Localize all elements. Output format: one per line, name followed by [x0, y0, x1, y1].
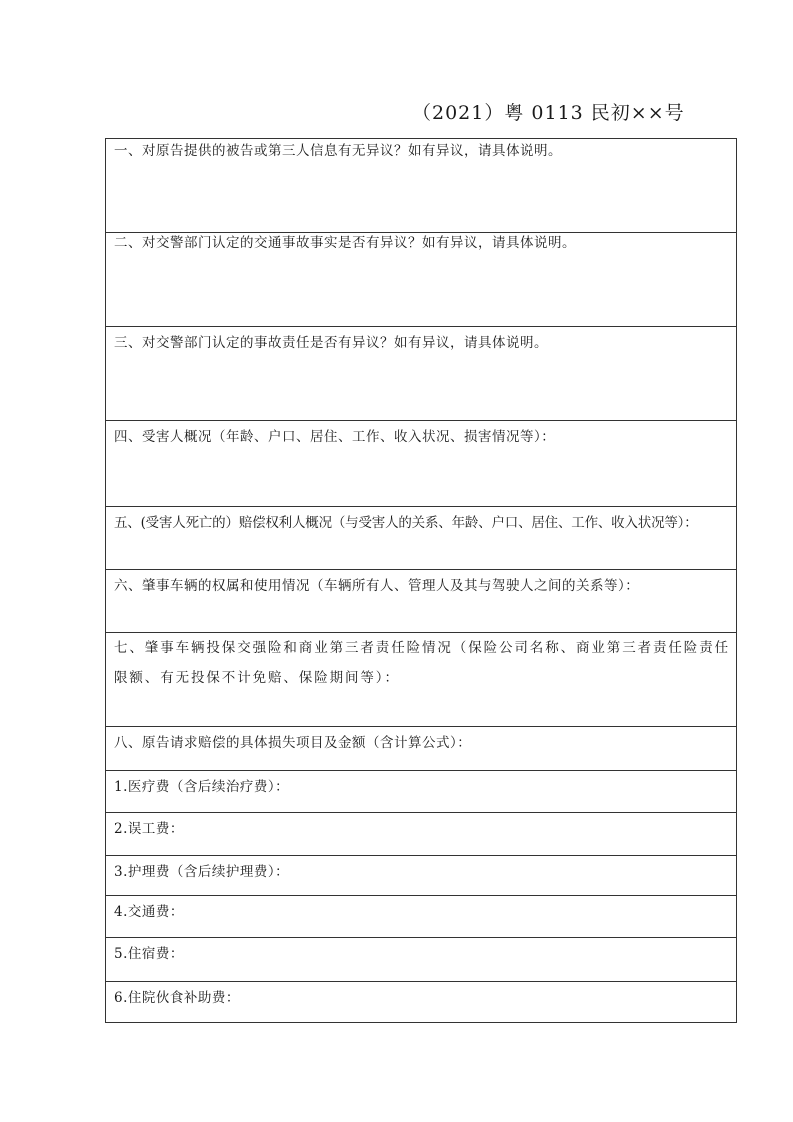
form-row-victim-overview[interactable] — [106, 421, 736, 507]
row-label: 4.交通费： — [114, 904, 184, 920]
row-label: 七、肇事车辆投保交强险和商业第三者责任险情况（保险公司名称、商业第三者责任险责任限额、有无投保不计免赔、保险期间等）： — [114, 640, 730, 686]
row-label: 一、对原告提供的被告或第三人信息有无异议？如有异议，请具体说明。 — [114, 143, 562, 159]
row-label: 八、原告请求赔偿的具体损失项目及金额（含计算公式）： — [114, 735, 472, 751]
form-row-claimant-overview[interactable] — [106, 507, 736, 570]
form-row-medical-fee[interactable] — [106, 771, 736, 813]
form-row-objection-party-info[interactable] — [106, 139, 736, 233]
row-label: 六、肇事车辆的权属和使用情况（车辆所有人、管理人及其与驾驶人之间的关系等）： — [114, 578, 640, 594]
row-label: 3.护理费（含后续护理费）： — [114, 864, 290, 880]
form-row-objection-liability[interactable] — [106, 327, 736, 421]
form-row-nursing-fee[interactable] — [106, 856, 736, 896]
form-row-hospital-meal-subsidy[interactable] — [106, 982, 736, 1022]
row-label: 6.住院伙食补助费： — [114, 990, 240, 1006]
form-row-transport-fee[interactable] — [106, 896, 736, 938]
case-number: （2021）粤 0113 民初××号 — [412, 102, 685, 124]
row-label: 1.医疗费（含后续治疗费）： — [114, 779, 290, 795]
form-row-insurance-info[interactable] — [106, 633, 736, 727]
row-label: 5.住宿费： — [114, 946, 184, 962]
row-label: 三、对交警部门认定的事故责任是否有异议？如有异议，请具体说明。 — [114, 335, 548, 351]
form-row-lost-wages[interactable] — [106, 813, 736, 856]
row-label: 四、受害人概况（年龄、户口、居住、工作、收入状况、损害情况等）： — [114, 429, 556, 445]
form-table — [105, 138, 737, 1023]
form-row-loss-items[interactable] — [106, 727, 736, 771]
row-label: 五、(受害人死亡的）赔偿权利人概况（与受害人的关系、年龄、户口、居住、工作、收入状况等）： — [114, 515, 698, 531]
form-row-vehicle-ownership[interactable] — [106, 570, 736, 633]
form-row-objection-accident-facts[interactable] — [106, 233, 736, 327]
row-label: 2.误工费： — [114, 821, 184, 837]
form-row-accommodation-fee[interactable] — [106, 938, 736, 982]
row-label: 二、对交警部门认定的交通事故事实是否有异议？如有异议，请具体说明。 — [114, 235, 576, 251]
